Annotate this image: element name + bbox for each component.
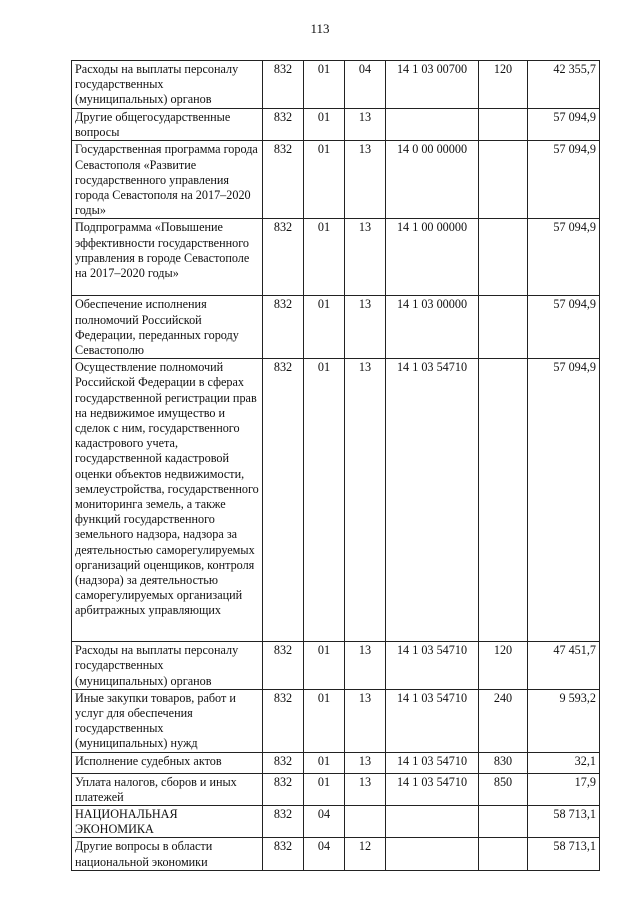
expense-type-code: [479, 109, 528, 141]
row-name: Уплата налогов, сборов и иных платежей: [72, 773, 263, 805]
ministry-code: 832: [263, 806, 304, 838]
amount: 57 094,9: [528, 296, 600, 359]
ministry-code: 832: [263, 642, 304, 690]
amount: 57 094,9: [528, 219, 600, 296]
amount: 57 094,9: [528, 109, 600, 141]
ministry-code: 832: [263, 219, 304, 296]
amount: 57 094,9: [528, 359, 600, 642]
target-article-code: 14 1 00 00000: [386, 219, 479, 296]
table-row: [72, 359, 600, 642]
table-row: [72, 61, 600, 109]
subsection-code: 13: [345, 141, 386, 219]
row-name: Исполнение судебных актов: [72, 752, 263, 773]
ministry-code: 832: [263, 109, 304, 141]
expense-type-code: [479, 806, 528, 838]
ministry-code: 832: [263, 773, 304, 805]
subsection-code: 13: [345, 752, 386, 773]
subsection-code: 13: [345, 773, 386, 805]
expense-type-code: 830: [479, 752, 528, 773]
subsection-code: 04: [345, 61, 386, 109]
ministry-code: 832: [263, 752, 304, 773]
expense-type-code: [479, 838, 528, 870]
target-article-code: 14 0 00 00000: [386, 141, 479, 219]
table-row: [72, 642, 600, 690]
expense-type-code: 240: [479, 689, 528, 752]
target-article-code: [386, 109, 479, 141]
row-name: Другие общегосударственные вопросы: [72, 109, 263, 141]
target-article-code: 14 1 03 00700: [386, 61, 479, 109]
section-code: 01: [304, 61, 345, 109]
row-name: Расходы на выплаты персоналу государственных (муниципальных) органов: [72, 61, 263, 109]
section-code: 01: [304, 689, 345, 752]
amount: 57 094,9: [528, 141, 600, 219]
subsection-code: 12: [345, 838, 386, 870]
ministry-code: 832: [263, 359, 304, 642]
amount: 17,9: [528, 773, 600, 805]
row-name: Обеспечение исполнения полномочий Российской Федерации, переданных городу Севастополю: [72, 296, 263, 359]
section-code: 01: [304, 642, 345, 690]
table-row: [72, 109, 600, 141]
subsection-code: 13: [345, 689, 386, 752]
table-row: [72, 806, 600, 838]
row-name: Подпрограмма «Повышение эффективности государственного управления в городе Севастополе на 2017–2020 годы»: [72, 219, 263, 296]
section-code: 01: [304, 773, 345, 805]
row-name: НАЦИОНАЛЬНАЯ ЭКОНОМИКА: [72, 806, 263, 838]
ministry-code: 832: [263, 296, 304, 359]
ministry-code: 832: [263, 141, 304, 219]
expense-type-code: [479, 296, 528, 359]
section-code: 01: [304, 752, 345, 773]
row-name: Государственная программа города Севастополя «Развитие государственного управления города Севастополя на 2017–2020 годы»: [72, 141, 263, 219]
row-name: Другие вопросы в области национальной экономики: [72, 838, 263, 870]
section-code: 04: [304, 806, 345, 838]
table-row: [72, 141, 600, 219]
table-row: [72, 219, 600, 296]
section-code: 01: [304, 141, 345, 219]
amount: 58 713,1: [528, 838, 600, 870]
target-article-code: 14 1 03 54710: [386, 642, 479, 690]
row-name: Расходы на выплаты персоналу государственных (муниципальных) органов: [72, 642, 263, 690]
target-article-code: 14 1 03 54710: [386, 359, 479, 642]
expense-type-code: 120: [479, 61, 528, 109]
subsection-code: [345, 806, 386, 838]
subsection-code: 13: [345, 642, 386, 690]
subsection-code: 13: [345, 296, 386, 359]
table-row: [72, 773, 600, 805]
expense-type-code: 850: [479, 773, 528, 805]
target-article-code: 14 1 03 54710: [386, 773, 479, 805]
ministry-code: 832: [263, 61, 304, 109]
expense-type-code: [479, 141, 528, 219]
subsection-code: 13: [345, 109, 386, 141]
subsection-code: 13: [345, 219, 386, 296]
row-name: Осуществление полномочий Российской Федерации в сферах государственной регистрации прав на недвижимое имущество и сделок с ним, государственного кадастрового учета, государственной кадастровой оценки объектов недвижимости, землеустройства, государственного мониторинга земель, а также функций государственного земельного надзора, надзора за деятельностью саморегулируемых организаций оценщиков, контроля (надзора) за деятельностью саморегулируемых организаций арбитражных управляющих: [72, 359, 263, 642]
target-article-code: 14 1 03 54710: [386, 689, 479, 752]
table-row: [72, 689, 600, 752]
target-article-code: [386, 838, 479, 870]
table-row: [72, 838, 600, 870]
amount: 32,1: [528, 752, 600, 773]
budget-table: [71, 60, 600, 871]
section-code: 01: [304, 109, 345, 141]
table-row: [72, 296, 600, 359]
amount: 47 451,7: [528, 642, 600, 690]
subsection-code: 13: [345, 359, 386, 642]
ministry-code: 832: [263, 838, 304, 870]
section-code: 04: [304, 838, 345, 870]
section-code: 01: [304, 219, 345, 296]
amount: 58 713,1: [528, 806, 600, 838]
row-name: Иные закупки товаров, работ и услуг для обеспечения государственных (муниципальных) нужд: [72, 689, 263, 752]
section-code: 01: [304, 296, 345, 359]
target-article-code: 14 1 03 00000: [386, 296, 479, 359]
target-article-code: [386, 806, 479, 838]
table-row: [72, 752, 600, 773]
expense-type-code: 120: [479, 642, 528, 690]
expense-type-code: [479, 219, 528, 296]
amount: 42 355,7: [528, 61, 600, 109]
ministry-code: 832: [263, 689, 304, 752]
expense-type-code: [479, 359, 528, 642]
section-code: 01: [304, 359, 345, 642]
page-number: 113: [310, 21, 330, 36]
target-article-code: 14 1 03 54710: [386, 752, 479, 773]
amount: 9 593,2: [528, 689, 600, 752]
